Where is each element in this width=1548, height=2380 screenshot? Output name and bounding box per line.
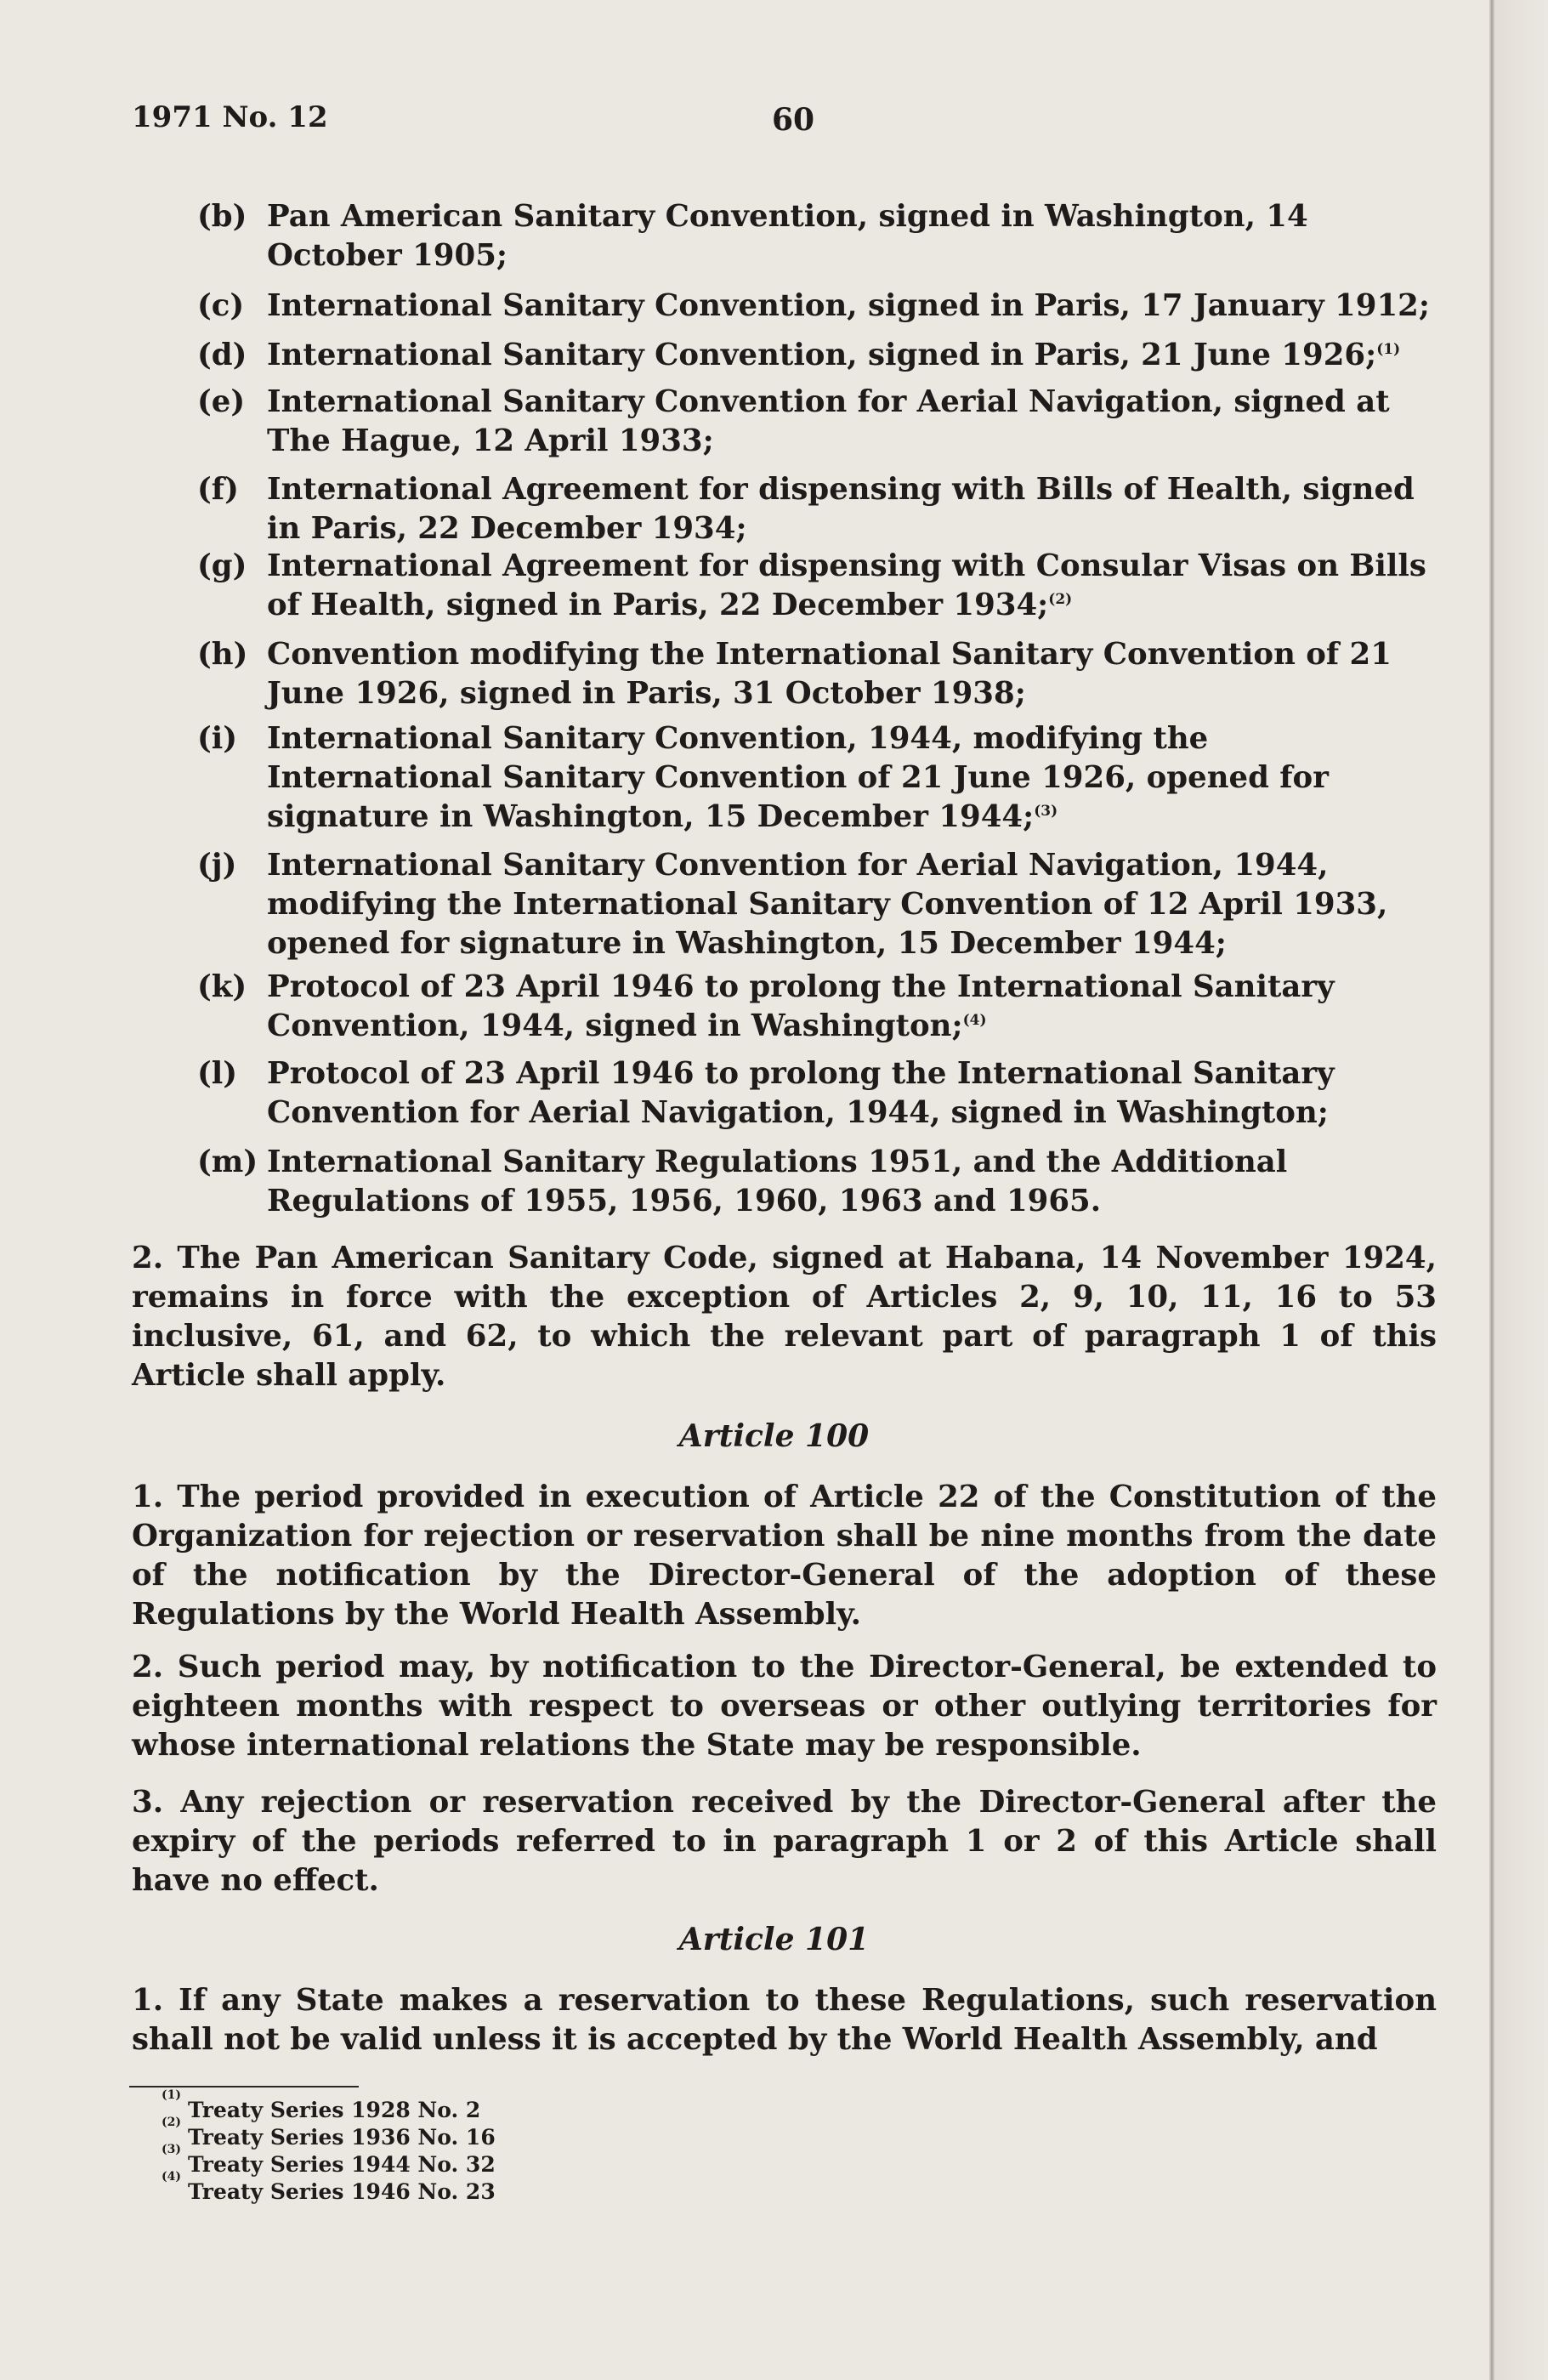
- item-label: (e): [197, 384, 246, 419]
- footnote: [162, 2088, 757, 2124]
- list-item: [197, 1054, 1434, 1133]
- item-label: (b): [197, 199, 247, 234]
- footnote-mark: (3): [162, 2143, 181, 2156]
- item-text: International Sanitary Convention for Aerial Navigation, signed at The Hague, 12 April 1933;: [267, 384, 1390, 458]
- item-text: International Agreement for dispensing with Bills of Health, signed in Paris, 22 December 1934;: [267, 472, 1415, 546]
- item-text: International Sanitary Convention, signed in Paris, 21 June 1926;: [267, 338, 1377, 372]
- footnote: [162, 2170, 757, 2206]
- item-label: (i): [197, 721, 238, 756]
- item-label: (h): [197, 637, 248, 672]
- item-label: (c): [197, 288, 245, 323]
- page-margin-shade: [1494, 0, 1548, 2380]
- footnote-ref: (1): [1376, 341, 1401, 359]
- paragraph: 3. Any rejection or reservation received by the Director-General after the expiry of the periods referred to in paragraph 1 or 2 of this Article shall have no effect.: [132, 1785, 1437, 1898]
- item-text: Convention modifying the International Sanitary Convention of 21 June 1926, signed in Paris, 31 October 1938;: [267, 637, 1392, 711]
- footnote-separator: [129, 2086, 359, 2087]
- paragraph: 1. If any State makes a reservation to these Regulations, such reservation shall not be valid unless it is accepted by the World Health Assembly, and: [132, 1983, 1437, 2057]
- paragraph: 1. The period provided in execution of Article 22 of the Constitution of the Organization for rejection or reservation shall be nine months from the date of the notification by the Director-General of the adoption of these Regulations by the World Health Assembly.: [132, 1480, 1437, 1632]
- list-item: [197, 383, 1434, 461]
- article-heading: Article 100: [678, 1418, 870, 1454]
- footnote-text: Treaty Series 1936 No. 16: [188, 2125, 496, 2150]
- item-text: International Sanitary Regulations 1951, and the Additional Regulations of 1955, 1956, 1960, 1963 and 1965.: [267, 1145, 1288, 1218]
- item-label: (m): [197, 1145, 258, 1179]
- list-item: [197, 547, 1434, 625]
- item-text: Pan American Sanitary Convention, signed in Washington, 14 October 1905;: [267, 199, 1308, 273]
- footnote-text: Treaty Series 1946 No. 23: [188, 2179, 496, 2204]
- item-text: Protocol of 23 April 1946 to prolong the International Sanitary Convention, 1944, signed in Washington;: [267, 969, 1335, 1043]
- list-item: [197, 719, 1434, 837]
- page-number: 60: [772, 102, 815, 138]
- footnote: [162, 2143, 757, 2178]
- paragraph: 2. The Pan American Sanitary Code, signed at Habana, 14 November 1924, remains in force with the exception of Articles 2, 9, 10, 11, 16 to 53 inclusive, 61, and 62, to which the relevant part of paragraph 1 of this Article shall apply.: [132, 1241, 1437, 1393]
- item-text: International Agreement for dispensing with Consular Visas on Bills of Health, signed in Paris, 22 December 1934;: [267, 548, 1426, 622]
- list-item: [197, 1143, 1434, 1221]
- item-label: (k): [197, 969, 247, 1004]
- list-item: [197, 197, 1434, 275]
- item-text: International Sanitary Convention for Aerial Navigation, 1944, modifying the International Sanitary Convention of 12 April 1933, opened for signature in Washington, 15 December 1944;: [267, 848, 1388, 961]
- item-text: International Sanitary Convention, signed in Paris, 17 January 1912;: [267, 288, 1430, 323]
- item-label: (g): [197, 548, 247, 583]
- footnote-ref: (2): [1048, 591, 1073, 609]
- item-label: (l): [197, 1056, 238, 1091]
- footnote-text: Treaty Series 1944 No. 32: [188, 2152, 496, 2177]
- footnote: [162, 2116, 757, 2151]
- item-text: International Sanitary Convention, 1944, modifying the International Sanitary Convention of 21 June 1926, opened for signature in Washington, 15 December 1944;: [267, 721, 1329, 834]
- list-item: [197, 336, 1434, 375]
- footnote-mark: (2): [162, 2116, 181, 2129]
- list-item: [197, 846, 1434, 963]
- footnote-mark: (1): [162, 2088, 181, 2102]
- item-label: (f): [197, 472, 239, 507]
- footnote-ref: (3): [1034, 803, 1058, 821]
- series-reference: 1971 No. 12: [132, 100, 328, 134]
- article-heading: Article 101: [678, 1922, 870, 1957]
- footnote-text: Treaty Series 1928 No. 2: [188, 2098, 481, 2122]
- footnote-mark: (4): [162, 2170, 181, 2184]
- list-item: [197, 470, 1434, 548]
- footnote-ref: (4): [962, 1012, 987, 1030]
- list-item: [197, 968, 1434, 1046]
- item-label: (d): [197, 338, 247, 372]
- list-item: [197, 635, 1434, 713]
- footnotes: [162, 2088, 757, 2206]
- item-text: Protocol of 23 April 1946 to prolong the International Sanitary Convention for Aerial Navigation, 1944, signed in Washington;: [267, 1056, 1335, 1130]
- paragraph: 2. Such period may, by notification to the Director-General, be extended to eighteen months with respect to overseas or other outlying territories for whose international relations the State may be responsible.: [132, 1650, 1437, 1763]
- list-item: [197, 287, 1434, 326]
- item-label: (j): [197, 848, 237, 883]
